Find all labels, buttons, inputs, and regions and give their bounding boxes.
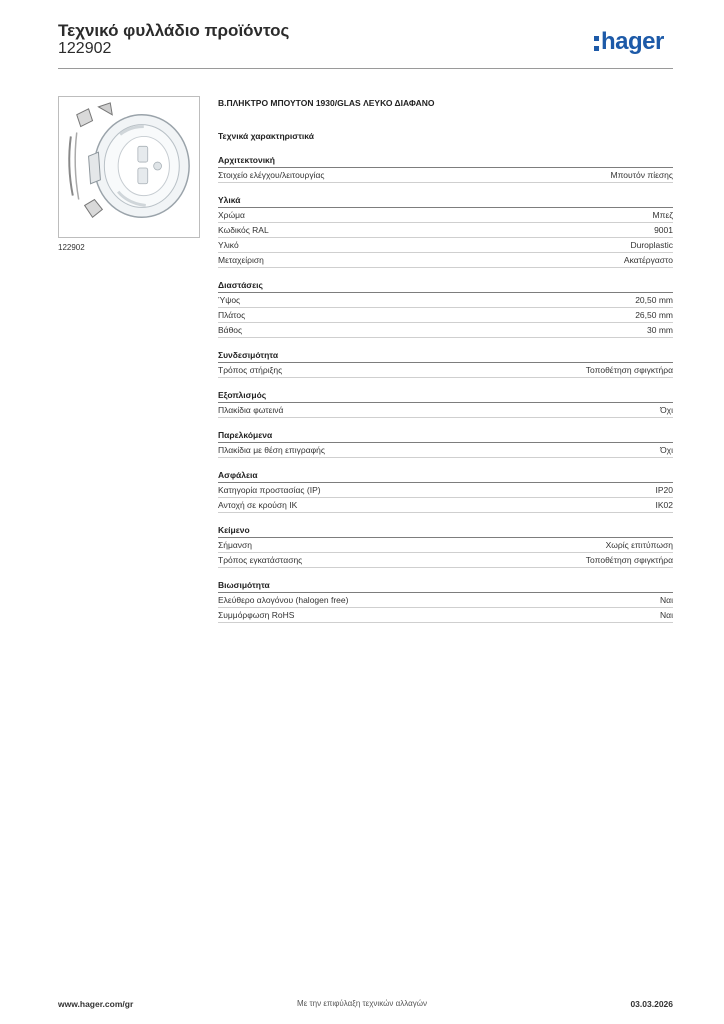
spec-value: 26,50 mm [635, 310, 673, 320]
spec-row [218, 223, 673, 238]
spec-value: IP20 [655, 485, 673, 495]
spec-value: 20,50 mm [635, 295, 673, 305]
spec-section-title: Εξοπλισμός [218, 388, 673, 403]
spec-section [218, 193, 673, 268]
spec-label: Ύψος [218, 295, 241, 305]
specifications-panel [218, 96, 673, 623]
spec-section [218, 388, 673, 418]
spec-value: IK02 [655, 500, 673, 510]
spec-row [218, 253, 673, 268]
spec-row [218, 208, 673, 223]
spec-label: Τρόπος εγκατάστασης [218, 555, 303, 565]
spec-section-title: Υλικά [218, 193, 673, 208]
spec-row [218, 483, 673, 498]
spec-section [218, 523, 673, 568]
spec-value: Τοποθέτηση σφιγκτήρα [585, 555, 673, 565]
spec-value: Όχι [660, 445, 673, 455]
product-name: Β.ΠΛΗΚΤΡΟ ΜΠΟΥΤΟΝ 1930/GLAS ΛΕΥΚΟ ΔΙΑΦΑΝΟ [218, 98, 435, 108]
spec-label: Ελεύθερο αλογόνου (halogen free) [218, 595, 349, 605]
footer-website-link[interactable]: www.hager.com/gr [58, 999, 134, 1009]
spec-label: Χρώμα [218, 210, 245, 220]
spec-section-title: Συνδεσιμότητα [218, 348, 673, 363]
spec-row [218, 498, 673, 513]
spec-section [218, 278, 673, 338]
spec-label: Βάθος [218, 325, 243, 335]
spec-label: Σήμανση [218, 540, 253, 550]
header-divider [58, 68, 673, 69]
spec-value: 30 mm [647, 325, 673, 335]
spec-row [218, 238, 673, 253]
product-image [58, 96, 200, 238]
spec-label: Αντοχή σε κρούση IK [218, 500, 298, 510]
image-caption: 122902 [58, 243, 85, 252]
spec-section [218, 578, 673, 623]
spec-section [218, 468, 673, 513]
hager-logo [594, 28, 664, 56]
spec-section-title: Βιωσιμότητα [218, 578, 673, 593]
document-product-code: 122902 [58, 40, 112, 57]
spec-value: Duroplastic [630, 240, 673, 250]
spec-section-title: Παρελκόμενα [218, 428, 673, 443]
spec-label: Κωδικός RAL [218, 225, 269, 235]
spec-row [218, 443, 673, 458]
spec-label: Πλάτος [218, 310, 246, 320]
spec-value: Χωρίς επιτύπωση [605, 540, 673, 550]
spec-row [218, 323, 673, 338]
technical-characteristics-heading: Τεχνικά χαρακτηριστικά [218, 131, 314, 141]
spec-sections [218, 153, 673, 623]
spec-section [218, 348, 673, 378]
spec-label: Πλακίδια φωτεινά [218, 405, 284, 415]
spec-section [218, 428, 673, 458]
spec-value: Μπεζ [652, 210, 673, 220]
spec-value: Ναι [660, 595, 673, 605]
spec-label: Υλικό [218, 240, 239, 250]
spec-row [218, 308, 673, 323]
spec-row [218, 608, 673, 623]
spec-row [218, 168, 673, 183]
spec-value: Όχι [660, 405, 673, 415]
footer-date: 03.03.2026 [630, 999, 673, 1009]
spec-row [218, 538, 673, 553]
spec-value: 9001 [654, 225, 673, 235]
spec-section-title: Κείμενο [218, 523, 673, 538]
spec-section-title: Διαστάσεις [218, 278, 673, 293]
spec-row [218, 363, 673, 378]
footer-disclaimer: Με την επιφύλαξη τεχνικών αλλαγών [297, 999, 427, 1008]
spec-row [218, 593, 673, 608]
spec-value: Ακατέργαστο [623, 255, 673, 265]
spec-row [218, 293, 673, 308]
spec-section [218, 153, 673, 183]
spec-label: Πλακίδια με θέση επιγραφής [218, 445, 325, 455]
logo-dots-icon [594, 36, 599, 51]
spec-label: Στοιχείο ελέγχου/λειτουργίας [218, 170, 325, 180]
push-button-icon [59, 97, 199, 237]
spec-section-title: Αρχιτεκτονική [218, 153, 673, 168]
spec-label: Κατηγορία προστασίας (IP) [218, 485, 321, 495]
spec-section-title: Ασφάλεια [218, 468, 673, 483]
spec-row [218, 553, 673, 568]
spec-label: Συμμόρφωση RoHS [218, 610, 295, 620]
logo-text: hager [601, 28, 664, 55]
document-title: Τεχνικό φυλλάδιο προϊόντος [58, 21, 290, 40]
spec-value: Μπουτόν πίεσης [610, 170, 673, 180]
spec-row [218, 403, 673, 418]
spec-value: Ναι [660, 610, 673, 620]
spec-value: Τοποθέτηση σφιγκτήρα [585, 365, 673, 375]
spec-label: Τρόπος στήριξης [218, 365, 283, 375]
spec-label: Μεταχείριση [218, 255, 264, 265]
